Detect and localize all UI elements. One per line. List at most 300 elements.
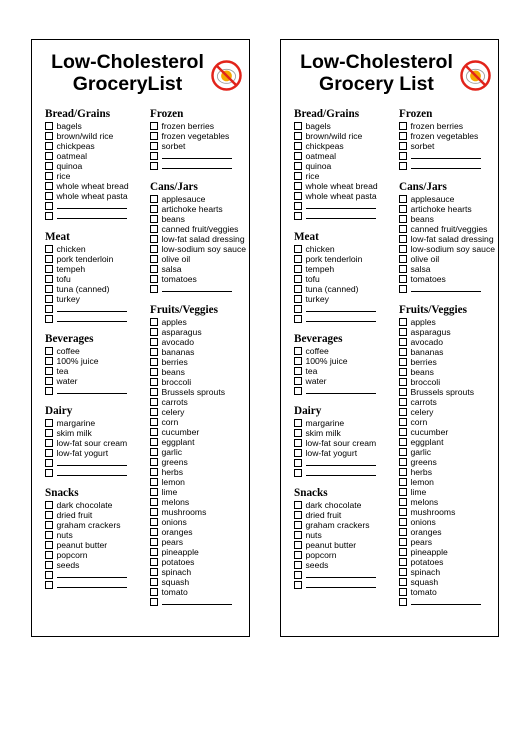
write-in-line[interactable]: [57, 570, 127, 578]
category-section: [294, 231, 398, 324]
write-in-line[interactable]: [162, 151, 232, 159]
write-in-line[interactable]: [411, 284, 481, 292]
item-checkbox[interactable]: [399, 142, 407, 150]
item-checkbox[interactable]: [45, 501, 53, 509]
item-checkbox[interactable]: [45, 531, 53, 539]
list-item: [45, 244, 149, 254]
item-label: frozen berries: [161, 121, 215, 131]
item-checkbox[interactable]: [45, 212, 53, 220]
item-checkbox[interactable]: [399, 368, 407, 376]
item-checkbox[interactable]: [399, 598, 407, 606]
item-checkbox[interactable]: [294, 212, 302, 220]
item-checkbox[interactable]: [150, 548, 158, 556]
blank-item: [294, 201, 398, 211]
item-checkbox[interactable]: [294, 275, 302, 283]
item-checkbox[interactable]: [399, 488, 407, 496]
list-item: [399, 204, 499, 214]
item-checkbox[interactable]: [150, 488, 158, 496]
list-item: [150, 507, 250, 517]
right-column: [150, 108, 250, 607]
item-label: whole wheat bread: [305, 181, 378, 191]
item-checkbox[interactable]: [294, 255, 302, 263]
list-item: [294, 294, 398, 304]
category-section: [45, 487, 149, 590]
item-checkbox[interactable]: [399, 195, 407, 203]
category-heading: Snacks: [294, 487, 328, 499]
item-checkbox[interactable]: [45, 132, 53, 140]
item-checkbox[interactable]: [150, 152, 158, 160]
list-item: [45, 191, 149, 201]
item-checkbox[interactable]: [150, 142, 158, 150]
category-heading: Fruits/Veggies: [399, 304, 467, 316]
item-checkbox[interactable]: [294, 387, 302, 395]
item-checkbox[interactable]: [399, 478, 407, 486]
no-egg-yolk-icon: [210, 59, 243, 92]
item-label: low-fat sour cream: [305, 438, 377, 448]
write-in-line[interactable]: [411, 161, 481, 169]
list-item: [399, 587, 499, 597]
list-item: [294, 181, 398, 191]
item-checkbox[interactable]: [294, 305, 302, 313]
item-checkbox[interactable]: [399, 215, 407, 223]
card-title: [281, 51, 472, 95]
list-item: [150, 557, 250, 567]
item-label: melons: [161, 497, 190, 507]
item-checkbox[interactable]: [150, 398, 158, 406]
item-checkbox[interactable]: [45, 285, 53, 293]
write-in-line[interactable]: [306, 580, 376, 588]
item-checkbox[interactable]: [150, 318, 158, 326]
item-checkbox[interactable]: [45, 367, 53, 375]
item-checkbox[interactable]: [45, 561, 53, 569]
list-item: [150, 317, 250, 327]
item-checkbox[interactable]: [294, 347, 302, 355]
category-section: [399, 108, 499, 171]
write-in-line[interactable]: [57, 458, 127, 466]
list-item: [150, 367, 250, 377]
blank-item: [294, 580, 398, 590]
item-label: low-fat yogurt: [305, 448, 358, 458]
list-item: [294, 121, 398, 131]
list-item: [150, 587, 250, 597]
item-checkbox[interactable]: [399, 245, 407, 253]
item-checkbox[interactable]: [150, 285, 158, 293]
item-label: avocado: [410, 337, 443, 347]
category-heading: Bread/Grains: [45, 108, 111, 120]
write-in-line[interactable]: [162, 284, 232, 292]
list-item: [45, 376, 149, 386]
item-label: turkey: [56, 294, 80, 304]
item-checkbox[interactable]: [399, 318, 407, 326]
item-checkbox[interactable]: [150, 388, 158, 396]
write-in-line[interactable]: [57, 580, 127, 588]
item-checkbox[interactable]: [45, 315, 53, 323]
write-in-line[interactable]: [162, 161, 232, 169]
item-checkbox[interactable]: [294, 511, 302, 519]
item-checkbox[interactable]: [150, 428, 158, 436]
item-checkbox[interactable]: [150, 162, 158, 170]
item-checkbox[interactable]: [150, 265, 158, 273]
item-checkbox[interactable]: [150, 468, 158, 476]
item-label: sorbet: [161, 141, 186, 151]
item-checkbox[interactable]: [399, 498, 407, 506]
item-checkbox[interactable]: [294, 459, 302, 467]
item-checkbox[interactable]: [399, 528, 407, 536]
left-column: [45, 108, 149, 590]
item-checkbox[interactable]: [150, 408, 158, 416]
item-checkbox[interactable]: [45, 142, 53, 150]
item-checkbox[interactable]: [399, 418, 407, 426]
list-item: [150, 547, 250, 557]
item-checkbox[interactable]: [399, 265, 407, 273]
item-checkbox[interactable]: [294, 531, 302, 539]
item-checkbox[interactable]: [399, 578, 407, 586]
item-checkbox[interactable]: [150, 448, 158, 456]
write-in-line[interactable]: [306, 201, 376, 209]
item-label: skim milk: [305, 428, 341, 438]
item-checkbox[interactable]: [399, 358, 407, 366]
item-checkbox[interactable]: [399, 255, 407, 263]
card-title: [32, 51, 223, 95]
list-item: [150, 224, 250, 234]
item-checkbox[interactable]: [399, 458, 407, 466]
item-checkbox[interactable]: [150, 358, 158, 366]
item-checkbox[interactable]: [399, 338, 407, 346]
item-checkbox[interactable]: [150, 215, 158, 223]
item-checkbox[interactable]: [45, 581, 53, 589]
item-checkbox[interactable]: [45, 192, 53, 200]
write-in-line[interactable]: [306, 458, 376, 466]
item-checkbox[interactable]: [294, 192, 302, 200]
item-checkbox[interactable]: [45, 469, 53, 477]
item-label: tea: [305, 366, 318, 376]
list-item: [294, 131, 398, 141]
item-checkbox[interactable]: [294, 132, 302, 140]
blank-item: [150, 161, 250, 171]
item-checkbox[interactable]: [45, 449, 53, 457]
item-checkbox[interactable]: [150, 558, 158, 566]
list-item: [150, 397, 250, 407]
item-checkbox[interactable]: [150, 195, 158, 203]
item-checkbox[interactable]: [294, 315, 302, 323]
item-checkbox[interactable]: [399, 205, 407, 213]
list-item: [150, 537, 250, 547]
list-item: [150, 517, 250, 527]
write-in-line[interactable]: [411, 151, 481, 159]
item-checkbox[interactable]: [399, 558, 407, 566]
category-section: [294, 108, 398, 221]
item-checkbox[interactable]: [45, 377, 53, 385]
item-checkbox[interactable]: [45, 265, 53, 273]
item-checkbox[interactable]: [45, 295, 53, 303]
item-label: tempeh: [56, 264, 86, 274]
list-item: [294, 264, 398, 274]
item-checkbox[interactable]: [399, 235, 407, 243]
item-label: Brussels sprouts: [161, 387, 226, 397]
list-item: [45, 428, 149, 438]
item-checkbox[interactable]: [294, 295, 302, 303]
write-in-line[interactable]: [57, 386, 127, 394]
item-label: low-sodium soy sauce: [161, 244, 247, 254]
write-in-line[interactable]: [162, 597, 232, 605]
item-checkbox[interactable]: [399, 285, 407, 293]
item-label: broccoli: [161, 377, 192, 387]
item-checkbox[interactable]: [294, 367, 302, 375]
item-label: beans: [161, 367, 185, 377]
list-item: [399, 131, 499, 141]
item-checkbox[interactable]: [45, 571, 53, 579]
write-in-line[interactable]: [306, 468, 376, 476]
item-checkbox[interactable]: [150, 598, 158, 606]
write-in-line[interactable]: [57, 314, 127, 322]
list-item: [294, 560, 398, 570]
item-checkbox[interactable]: [45, 182, 53, 190]
item-checkbox[interactable]: [399, 408, 407, 416]
item-checkbox[interactable]: [294, 439, 302, 447]
item-checkbox[interactable]: [150, 538, 158, 546]
item-label: sorbet: [410, 141, 435, 151]
list-item: [150, 407, 250, 417]
item-checkbox[interactable]: [399, 132, 407, 140]
item-checkbox[interactable]: [150, 458, 158, 466]
item-checkbox[interactable]: [399, 152, 407, 160]
item-checkbox[interactable]: [294, 245, 302, 253]
item-checkbox[interactable]: [150, 528, 158, 536]
grocery-list-card-1: [31, 39, 250, 637]
list-item: [150, 234, 250, 244]
item-checkbox[interactable]: [294, 162, 302, 170]
item-checkbox[interactable]: [294, 551, 302, 559]
item-label: pineapple: [161, 547, 199, 557]
item-checkbox[interactable]: [399, 122, 407, 130]
item-checkbox[interactable]: [45, 439, 53, 447]
write-in-line[interactable]: [306, 304, 376, 312]
list-item: [294, 550, 398, 560]
item-checkbox[interactable]: [150, 245, 158, 253]
item-label: cucumber: [161, 427, 200, 437]
item-label: chicken: [305, 244, 335, 254]
item-checkbox[interactable]: [150, 132, 158, 140]
list-item: [150, 497, 250, 507]
item-checkbox[interactable]: [150, 255, 158, 263]
item-checkbox[interactable]: [45, 429, 53, 437]
item-checkbox[interactable]: [399, 588, 407, 596]
item-checkbox[interactable]: [294, 419, 302, 427]
item-checkbox[interactable]: [150, 348, 158, 356]
write-in-line[interactable]: [57, 468, 127, 476]
item-checkbox[interactable]: [45, 551, 53, 559]
category-section: [150, 304, 250, 607]
item-label: eggplant: [161, 437, 195, 447]
item-checkbox[interactable]: [45, 255, 53, 263]
item-checkbox[interactable]: [294, 357, 302, 365]
item-checkbox[interactable]: [399, 438, 407, 446]
item-label: olive oil: [161, 254, 191, 264]
item-checkbox[interactable]: [294, 449, 302, 457]
write-in-line[interactable]: [306, 314, 376, 322]
item-label: turkey: [305, 294, 329, 304]
item-checkbox[interactable]: [45, 275, 53, 283]
item-checkbox[interactable]: [150, 518, 158, 526]
category-section: [399, 181, 499, 294]
item-checkbox[interactable]: [45, 162, 53, 170]
item-label: bananas: [410, 347, 444, 357]
category-section: [150, 108, 250, 171]
item-checkbox[interactable]: [399, 568, 407, 576]
item-checkbox[interactable]: [294, 152, 302, 160]
item-checkbox[interactable]: [399, 468, 407, 476]
item-label: corn: [410, 417, 428, 427]
write-in-line[interactable]: [57, 211, 127, 219]
item-label: skim milk: [56, 428, 92, 438]
list-item: [294, 141, 398, 151]
list-item: [294, 151, 398, 161]
blank-item: [45, 211, 149, 221]
item-label: tomato: [410, 587, 437, 597]
item-checkbox[interactable]: [399, 275, 407, 283]
item-label: peanut butter: [305, 540, 357, 550]
item-checkbox[interactable]: [399, 548, 407, 556]
item-checkbox[interactable]: [294, 469, 302, 477]
item-checkbox[interactable]: [150, 328, 158, 336]
item-label: olive oil: [410, 254, 440, 264]
list-item: [294, 161, 398, 171]
item-checkbox[interactable]: [45, 152, 53, 160]
item-checkbox[interactable]: [294, 377, 302, 385]
item-checkbox[interactable]: [399, 388, 407, 396]
item-checkbox[interactable]: [399, 428, 407, 436]
item-checkbox[interactable]: [399, 348, 407, 356]
item-checkbox[interactable]: [294, 581, 302, 589]
list-item: [45, 560, 149, 570]
item-checkbox[interactable]: [399, 328, 407, 336]
list-item: [150, 427, 250, 437]
item-checkbox[interactable]: [150, 275, 158, 283]
item-checkbox[interactable]: [294, 265, 302, 273]
item-checkbox[interactable]: [294, 541, 302, 549]
list-item: [399, 367, 499, 377]
item-label: berries: [161, 357, 188, 367]
item-checkbox[interactable]: [45, 202, 53, 210]
item-checkbox[interactable]: [294, 429, 302, 437]
item-checkbox[interactable]: [399, 162, 407, 170]
item-checkbox[interactable]: [150, 235, 158, 243]
list-item: [45, 294, 149, 304]
item-checkbox[interactable]: [45, 541, 53, 549]
item-label: dark chocolate: [56, 500, 113, 510]
item-checkbox[interactable]: [294, 182, 302, 190]
item-checkbox[interactable]: [45, 419, 53, 427]
item-checkbox[interactable]: [399, 225, 407, 233]
category-section: [294, 333, 398, 396]
item-checkbox[interactable]: [294, 571, 302, 579]
item-checkbox[interactable]: [150, 578, 158, 586]
item-label: greens: [410, 457, 437, 467]
item-checkbox[interactable]: [399, 378, 407, 386]
item-label: water: [305, 376, 327, 386]
list-item: [399, 224, 499, 234]
item-label: canned fruit/veggies: [161, 224, 239, 234]
item-checkbox[interactable]: [45, 245, 53, 253]
write-in-line[interactable]: [411, 597, 481, 605]
item-checkbox[interactable]: [294, 202, 302, 210]
item-checkbox[interactable]: [399, 538, 407, 546]
item-label: low-fat sour cream: [56, 438, 128, 448]
item-label: popcorn: [305, 550, 337, 560]
item-checkbox[interactable]: [45, 347, 53, 355]
item-checkbox[interactable]: [150, 205, 158, 213]
item-checkbox[interactable]: [45, 387, 53, 395]
item-label: oatmeal: [56, 151, 88, 161]
item-checkbox[interactable]: [150, 368, 158, 376]
item-checkbox[interactable]: [294, 122, 302, 130]
list-item: [150, 141, 250, 151]
list-item: [399, 377, 499, 387]
list-item: [150, 347, 250, 357]
item-label: lime: [410, 487, 427, 497]
item-label: quinoa: [56, 161, 83, 171]
item-checkbox[interactable]: [150, 438, 158, 446]
item-checkbox[interactable]: [294, 172, 302, 180]
item-label: pears: [410, 537, 432, 547]
item-checkbox[interactable]: [399, 518, 407, 526]
item-checkbox[interactable]: [45, 459, 53, 467]
item-checkbox[interactable]: [45, 357, 53, 365]
list-item: [399, 547, 499, 557]
write-in-line[interactable]: [306, 211, 376, 219]
item-checkbox[interactable]: [150, 418, 158, 426]
item-label: pork tenderloin: [305, 254, 363, 264]
item-checkbox[interactable]: [150, 122, 158, 130]
item-checkbox[interactable]: [150, 478, 158, 486]
write-in-line[interactable]: [306, 570, 376, 578]
item-checkbox[interactable]: [45, 521, 53, 529]
write-in-line[interactable]: [306, 386, 376, 394]
item-checkbox[interactable]: [150, 378, 158, 386]
item-checkbox[interactable]: [150, 588, 158, 596]
list-item: [399, 357, 499, 367]
item-checkbox[interactable]: [150, 225, 158, 233]
item-checkbox[interactable]: [399, 508, 407, 516]
item-checkbox[interactable]: [150, 568, 158, 576]
item-checkbox[interactable]: [150, 498, 158, 506]
item-checkbox[interactable]: [294, 521, 302, 529]
write-in-line[interactable]: [57, 201, 127, 209]
item-label: whole wheat pasta: [56, 191, 128, 201]
item-checkbox[interactable]: [45, 122, 53, 130]
item-label: carrots: [410, 397, 437, 407]
write-in-line[interactable]: [57, 304, 127, 312]
item-checkbox[interactable]: [294, 285, 302, 293]
list-item: [294, 284, 398, 294]
item-checkbox[interactable]: [294, 561, 302, 569]
item-checkbox[interactable]: [45, 511, 53, 519]
item-label: mushrooms: [161, 507, 207, 517]
item-label: tomatoes: [410, 274, 446, 284]
item-checkbox[interactable]: [45, 172, 53, 180]
item-label: tomatoes: [161, 274, 197, 284]
item-checkbox[interactable]: [150, 508, 158, 516]
item-checkbox[interactable]: [294, 501, 302, 509]
item-checkbox[interactable]: [45, 305, 53, 313]
item-checkbox[interactable]: [150, 338, 158, 346]
item-label: onions: [161, 517, 187, 527]
item-checkbox[interactable]: [399, 448, 407, 456]
item-checkbox[interactable]: [294, 142, 302, 150]
item-label: apples: [410, 317, 436, 327]
item-checkbox[interactable]: [399, 398, 407, 406]
list-item: [150, 244, 250, 254]
